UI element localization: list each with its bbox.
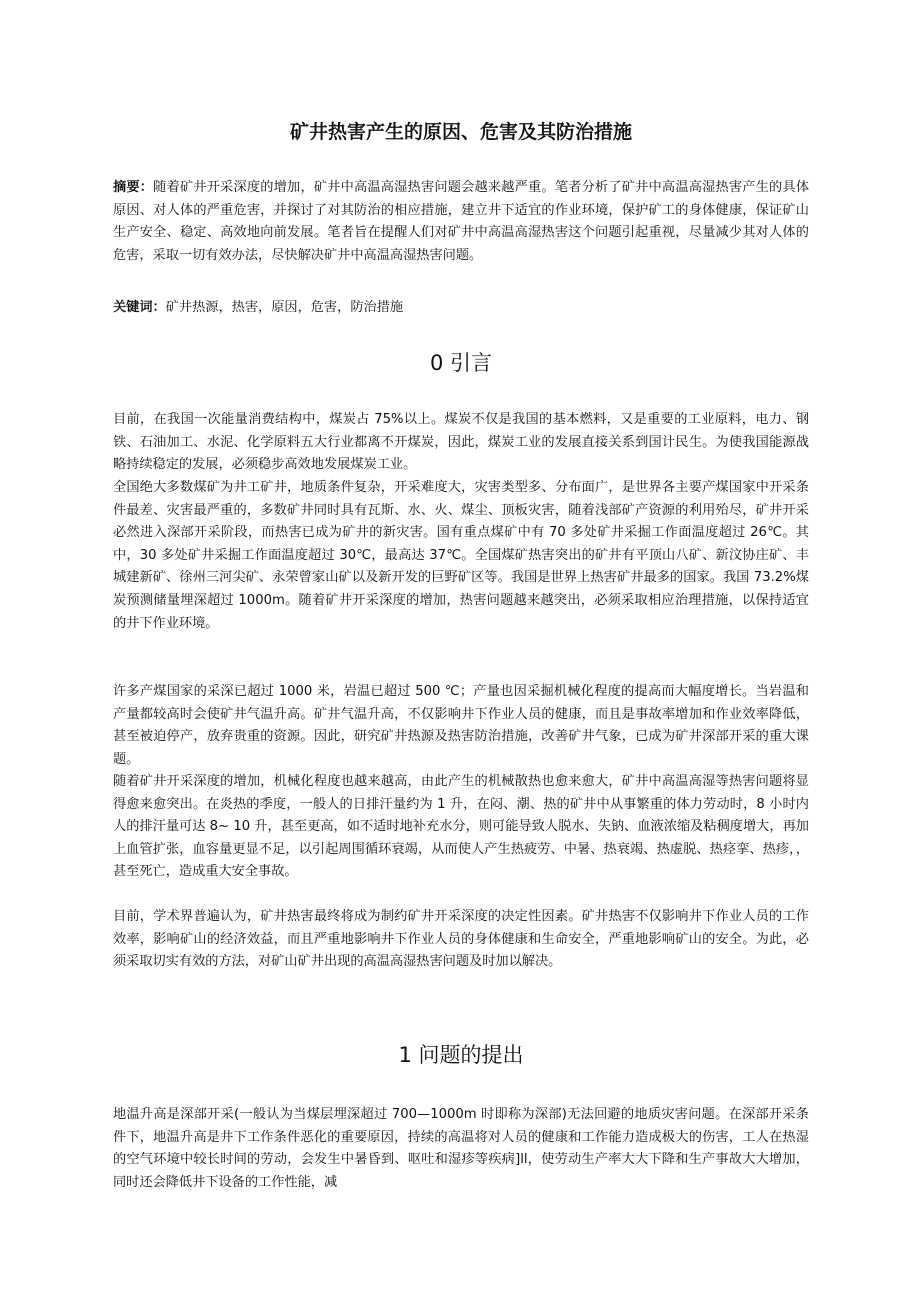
keywords-label: 关键词：: [113, 300, 166, 315]
paragraph: 地温升高是深部开采(一般认为当煤层埋深超过 700—1000m 时即称为深部)无法回避的地质灾害问题。在深部开采条件下，地温升高是井下工作条件恶化的重要原因，持续的高温将对人员的健康和工作能力造成极大的伤害，工人在热湿的空气环境中较长时间的劳动，会发生中暑昏到、呕吐和湿疹等疾病]ll，使劳动生产率大大下降和生产事故大大增加，同时还会降低井下设备的工作性能，减: [113, 1107, 809, 1190]
abstract: [113, 177, 809, 267]
abstract-label: 摘要：: [113, 180, 154, 195]
abstract-text: 随着矿井开采深度的增加，矿井中高温高湿热害问题会越来越严重。笔者分析了矿井中高温高湿热害产生的具体原因、对人体的严重危害，并探讨了对其防治的相应措施，建立井下适宜的作业环境，保护矿工的身体健康，保证矿山生产安全、稳定、高效地向前发展。笔者旨在提醒人们对矿井中高温高湿热害这个问题引起重视，尽量减少其对人体的危害，采取一切有效办法，尽快解决矿井中高温高湿热害问题。: [113, 180, 810, 263]
paragraph: 全国绝大多数煤矿为井工矿井，地质条件复杂，开采难度大，灾害类型多、分布面广，是世界各主要产煤国家中开采条件最差、灾害最严重的，多数矿井同时具有瓦斯、水、火、煤尘、顶板灾害，随着浅部矿产资源的利用殆尽，矿井开采必然进入深部开采阶段，而热害已成为矿井的新灾害。国有重点煤矿中有 70 多处矿井采掘工作面温度超过 26℃。其中，30 多处矿井采掘工作面温度超过 30℃，最高达 37℃。全国煤矿热害突出的矿井有平顶山八矿、新汶协庄矿、丰城建新矿、徐州三河尖矿、永荣曾家山矿以及新开发的巨野矿区等。我国是世界上热害矿井最多的国家。我国 73.2%煤炭预测储量埋深超过 1000m。随着矿井开采深度的增加，热害问题越来越突出，必须采取相应治理措施，以保持适宜的井下作业环境。: [113, 480, 809, 631]
paragraph: 目前，学术界普遍认为，矿井热害最终将成为制约矿井开采深度的决定性因素。矿井热害不仅影响井下作业人员的工作效率，影响矿山的经济效益，而且严重地影响井下作业人员的身体健康和生命安全，严重地影响矿山的安全。为此，必须采取切实有效的方法，对矿山矿井出现的高温高湿热害问题及时加以解决。: [113, 909, 809, 970]
keywords: [113, 297, 809, 320]
section-heading-problem: 1 问题的提出: [398, 1043, 524, 1067]
paragraph: 目前，在我国一次能量消费结构中，煤炭占 75%以上。煤炭不仅是我国的基本燃料，又是重要的工业原料，电力、钢铁、石油加工、水泥、化学原料五大行业都离不开煤炭，因此，煤炭工业的发展直接关系到国计民生。为使我国能源战略持续稳定的发展，必须稳步高效地发展煤炭工业。: [113, 412, 809, 473]
paragraph: 许多产煤国家的采深已超过 1000 米，岩温已超过 500 ℃；产量也因采掘机械化程度的提高而大幅度增长。当岩温和产量都较高时会使矿井气温升高。矿井气温升高，不仅影响井下作业人员的健康，而且是事故率增加和作业效率降低，甚至被迫停产，放弃贵重的资源。因此，研究矿井热源及热害防治措施，改善矿井气象，已成为矿井深部开采的重大课题。: [113, 684, 809, 767]
keywords-text: 矿井热源，热害，原因，危害，防治措施: [165, 300, 404, 315]
paragraph: 随着矿井开采深度的增加，机械化程度也越来越高，由此产生的机械散热也愈来愈大，矿井中高温高湿等热害问题将显得愈来愈突出。在炎热的季度，一般人的日排汗量约为 1 升，在闷、潮、热的矿井中从事繁重的体力劳动时，8 小时内人的排汗量可达 8~ 10 升，甚至更高，如不适时地补充水分，则可能导致人脱水、失钠、血液浓缩及粘稠度增大，再加上血管扩张，血容量更显不足，以引起周围循环衰竭，从而使人产生热疲劳、中暑、热衰竭、热虚脱、热痉挛、热疹，，甚至死亡，造成重大安全事故。: [113, 774, 809, 880]
document-title: 矿井热害产生的原因、危害及其防治措施: [289, 121, 632, 143]
section-heading-introduction: 0 引言: [429, 351, 493, 375]
